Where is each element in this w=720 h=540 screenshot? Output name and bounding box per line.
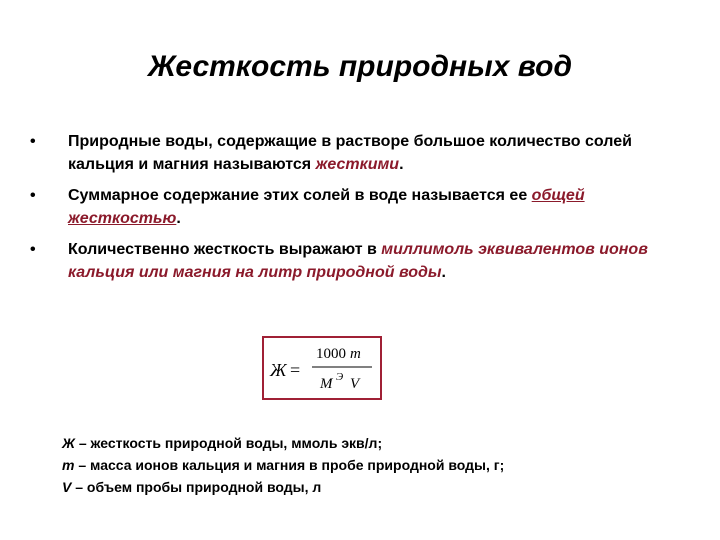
bullet-marker: • — [30, 241, 36, 258]
bullet-highlight-term: миллимоль эквивалентов ионов кальция или магния на литр природной воды — [68, 241, 648, 281]
bullet-tail: . — [176, 210, 181, 227]
bullet-item-units — [30, 238, 680, 284]
hardness-formula — [264, 338, 380, 398]
legend-symbol: V — [62, 479, 72, 495]
legend-line-volume — [62, 476, 702, 498]
bullet-text: Количественно жесткость выражают в — [68, 241, 382, 258]
bullet-marker: • — [30, 133, 36, 150]
formula-box — [262, 336, 382, 400]
legend-text: – масса ионов кальция и магния в пробе природной воды, г; — [74, 457, 505, 473]
bullet-text: Суммарное содержание этих солей в воде называется ее — [68, 187, 532, 204]
formula-denominator-mass: M — [320, 376, 333, 392]
formula-numerator-number: 1000 — [316, 346, 346, 362]
formula-denominator-volume: V — [350, 376, 360, 392]
legend-line-mass — [62, 454, 702, 476]
formula-equals: = — [290, 360, 301, 380]
formula-numerator-symbol: m — [350, 346, 361, 362]
legend-text: – объем пробы природной воды, л — [71, 479, 322, 495]
bullet-tail: . — [441, 264, 446, 281]
legend-symbol: m — [62, 457, 75, 473]
bullet-item-hard-water — [30, 130, 680, 176]
legend-symbol: Ж — [62, 435, 75, 451]
bullet-item-total-hardness — [30, 184, 680, 230]
bullet-list — [30, 130, 680, 292]
bullet-text: Природные воды, содержащие в растворе большое количество солей кальция и магния называются — [68, 133, 632, 173]
formula-legend — [62, 432, 702, 498]
bullet-marker: • — [30, 187, 36, 204]
formula-lhs: Ж — [270, 360, 287, 380]
formula-denominator-sup: Э — [336, 371, 344, 383]
bullet-highlight-term: общей жесткостью — [68, 187, 585, 227]
bullet-highlight-term: жесткими — [315, 156, 400, 173]
legend-line-hardness — [62, 432, 702, 454]
slide-title: Жесткость природных вод — [147, 50, 573, 83]
legend-text: – жесткость природной воды, ммоль экв/л; — [74, 435, 383, 451]
bullet-tail: . — [399, 156, 404, 173]
